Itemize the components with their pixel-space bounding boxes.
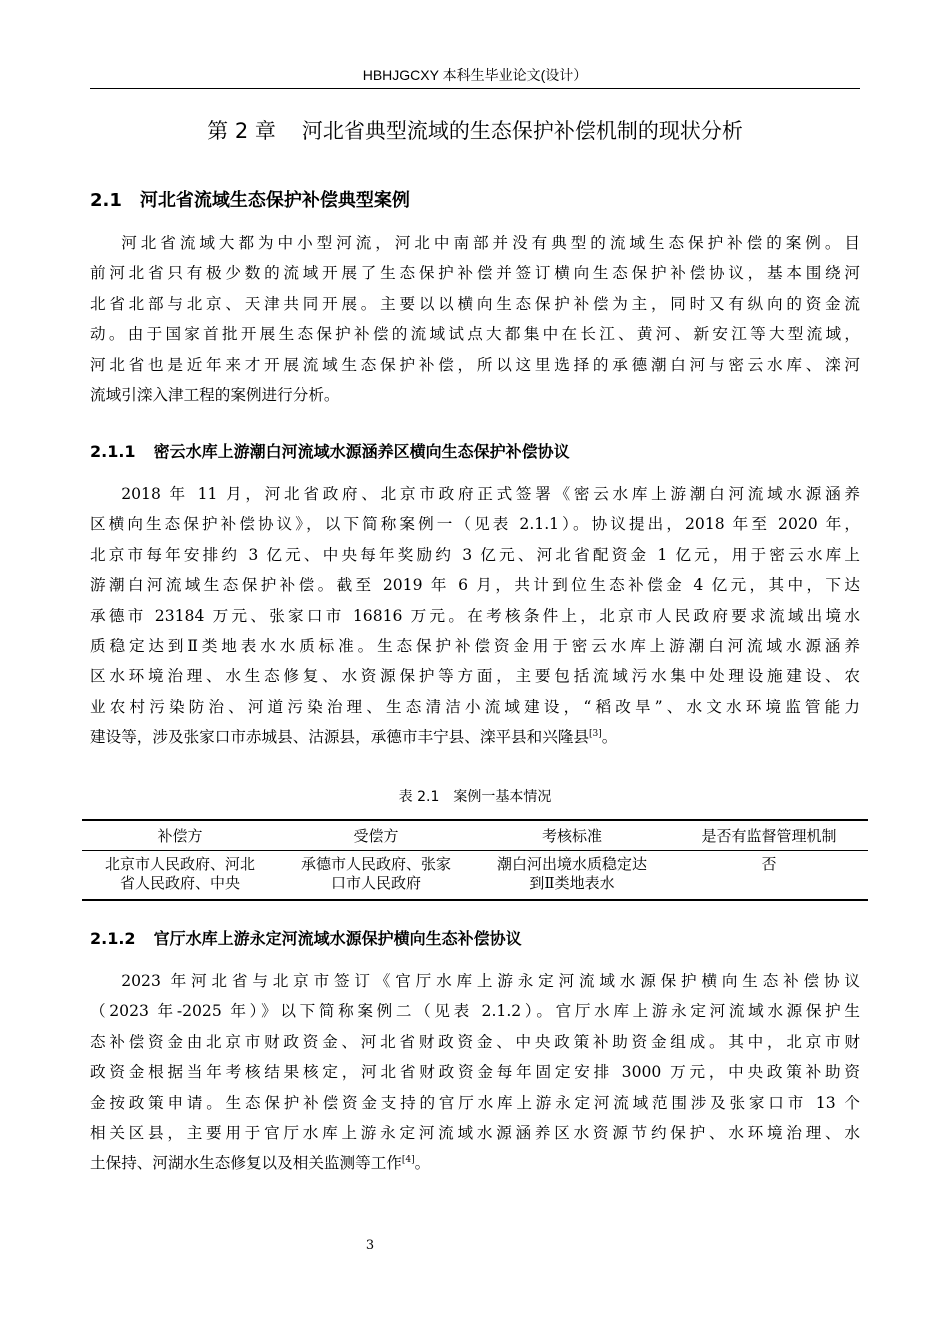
cell-line: 口市人民政府 — [330, 874, 421, 892]
cell-standard — [474, 851, 670, 901]
paragraph-line — [90, 1148, 860, 1178]
section-heading-2-1-1 — [90, 440, 570, 464]
paragraph-line: 区横向生态保护补偿协议》，以下简称案例一（见表 2.1.1）。协议提出，2018 年至 2020 年， — [90, 515, 860, 534]
section-number: 2.1.1 — [90, 442, 136, 461]
paragraph-line: 流域引滦入津工程的案例进行分析。 — [90, 386, 340, 405]
paragraph-line: 承德市 23184 万元、张家口市 16816 万元。在考核条件上，北京市人民政府要求流域出境水 — [90, 606, 860, 625]
cell-line: 省人民政府、中央 — [119, 874, 240, 892]
section-title: 密云水库上游潮白河流域水源涵养区横向生态保护补偿协议 — [153, 442, 570, 461]
cell-compensator — [82, 851, 278, 901]
paragraph-line: 相关区县，主要用于官厅水库上游永定河流域水源涵养区水资源节约保护、水环境治理、水 — [90, 1124, 860, 1143]
cell-line: 北京市人民政府、河北 — [104, 855, 255, 873]
paragraph-line-text: 土保持、河湖水生态修复以及相关监测等工作 — [90, 1154, 402, 1173]
cell-line: 潮白河出境水质稳定达 — [496, 855, 647, 873]
cell-supervision: 否 — [670, 851, 868, 901]
citation-3[interactable]: [3] — [589, 729, 602, 740]
column-header-recipient: 受偿方 — [278, 820, 474, 851]
paragraph-line: 河北省流域大都为中小型河流，河北中南部并没有典型的流域生态保护补偿的案例。目 — [121, 234, 860, 252]
section-number: 2.1 — [90, 190, 122, 211]
paragraph-line: 政资金根据当年考核结果核定，河北省财政资金每年固定安排 3000 万元，中央政策补助资 — [90, 1063, 860, 1082]
paragraph-line: 2023 年河北省与北京市签订《官厅水库上游永定河流域水源保护横向生态补偿协议 — [121, 972, 860, 990]
running-header: HBHJGCXY 本科生毕业论文(设计） — [362, 67, 588, 83]
page-number: 3 — [365, 1238, 375, 1253]
paragraph-line: （2023 年-2025 年）》以下简称案例二（见表 2.1.2）。官厅水库上游永定河流域水源保护生 — [90, 1002, 860, 1021]
table-title: 案例一基本情况 — [453, 789, 552, 805]
column-header-supervision: 是否有监督管理机制 — [670, 820, 868, 851]
paragraph-line: 态补偿资金由北京市财政资金、河北省财政资金、中央政策补助资金组成。其中，北京市财 — [90, 1032, 860, 1051]
cell-recipient — [278, 851, 474, 901]
section-heading-2-1-2 — [90, 927, 522, 951]
section-number: 2.1.2 — [90, 929, 136, 948]
chapter-title-text: 河北省典型流域的生态保护补偿机制的现状分析 — [301, 119, 743, 143]
paragraph-line: 动。由于国家首批开展生态保护补偿的流域试点大都集中在长江、黄河、新安江等大型流域， — [90, 325, 860, 344]
cell-line: 到Ⅱ类地表水 — [529, 874, 615, 892]
section-title: 官厅水库上游永定河流域水源保护横向生态补偿协议 — [153, 929, 522, 948]
cell-line: 承德市人民政府、张家 — [300, 855, 451, 873]
chapter-title — [0, 116, 950, 146]
case-one-table — [82, 819, 868, 901]
table-row — [82, 851, 868, 901]
paragraph-line: 区水环境治理、水生态修复、水资源保护等方面，主要包括流域污水集中处理设施建设、农 — [90, 667, 860, 686]
paragraph-2-1-1 — [90, 479, 860, 753]
paragraph-line: 北省北部与北京、天津共同开展。主要以以横向生态保护补偿为主，同时又有纵向的资金流 — [90, 294, 860, 313]
column-header-compensator: 补偿方 — [82, 820, 278, 851]
paragraph-2-1-2 — [90, 966, 860, 1179]
section-title: 河北省流域生态保护补偿典型案例 — [139, 190, 410, 211]
paragraph-line: 质稳定达到Ⅱ类地表水水质标准。生态保护补偿资金用于密云水库上游潮白河流域水源涵养 — [90, 637, 860, 656]
paragraph-line: 河北省也是近年来才开展流域生态保护补偿，所以这里选择的承德潮白河与密云水库、滦河 — [90, 355, 860, 374]
paragraph-line: 游潮白河流域生态保护补偿。截至 2019 年 6 月，共计到位生态补偿金 4 亿元，其中，下达 — [90, 576, 860, 595]
table-number: 表 2.1 — [398, 789, 440, 805]
chapter-number: 第 2 章 — [207, 119, 276, 143]
end-punctuation: 。 — [414, 1154, 431, 1173]
paragraph-line: 金按政策申请。生态保护补偿资金支持的官厅水库上游永定河流域范围涉及张家口市 13 个 — [90, 1093, 860, 1112]
paragraph-line: 2018 年 11 月，河北省政府、北京市政府正式签署《密云水库上游潮白河流域水源涵养 — [121, 485, 860, 503]
citation-4[interactable]: [4] — [401, 1155, 415, 1166]
end-punctuation: 。 — [601, 728, 618, 747]
table-caption — [0, 787, 950, 807]
section-heading-2-1 — [90, 188, 410, 214]
header-divider — [90, 88, 860, 89]
paragraph-line: 北京市每年安排约 3 亿元、中央每年奖励约 3 亿元、河北省配资金 1 亿元，用于密云水库上 — [90, 545, 860, 564]
paragraph-line-text: 建设等，涉及张家口市赤城县、沽源县，承德市丰宁县、滦平县和兴隆县 — [90, 728, 590, 747]
paragraph-line — [90, 722, 860, 752]
paragraph-2-1 — [90, 228, 860, 410]
paragraph-line: 业农村污染防治、河道污染治理、生态清洁小流域建设，“稻改旱”、水文水环境监管能力 — [90, 697, 860, 716]
column-header-standard: 考核标准 — [474, 820, 670, 851]
table-header-row — [82, 820, 868, 851]
paragraph-line: 前河北省只有极少数的流域开展了生态保护补偿并签订横向生态保护补偿协议，基本围绕河 — [90, 264, 860, 283]
